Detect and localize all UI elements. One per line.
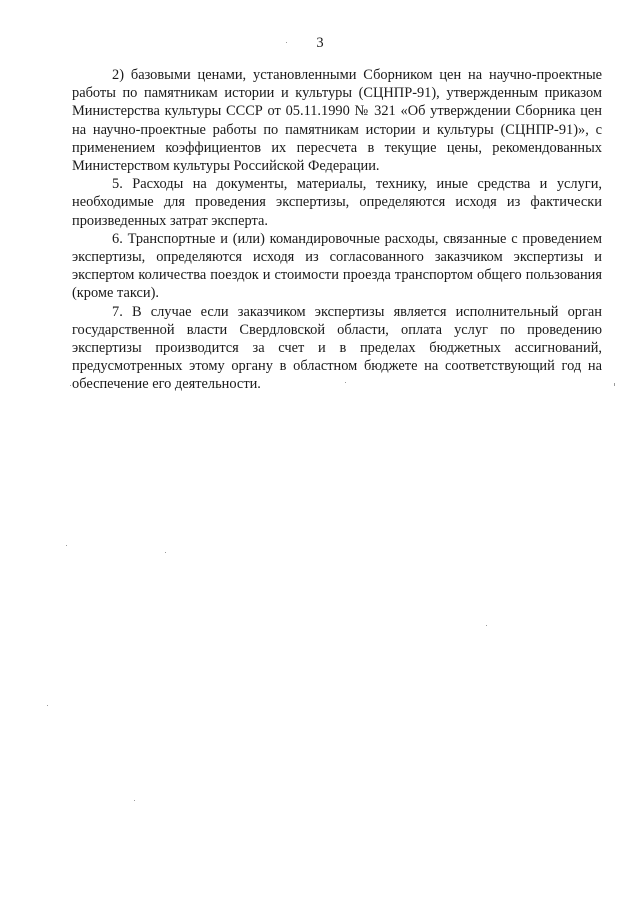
scan-speck [134, 800, 135, 801]
paragraph-item-7: 7. В случае если заказчиком экспертизы является исполнительный орган государственной власти Свердловской области, оплата услуг по проведению экспертизы производится за счет и в пределах бюджетных ассигнований, предусмотренных этому органу в областном бюджете на соответствующий год на обеспечение его деятельности. [72, 303, 602, 393]
page-number: 3 [316, 35, 324, 51]
scan-speck [614, 383, 615, 386]
document-body [72, 66, 602, 394]
paragraph-base-prices: 2) базовыми ценами, установленными Сборником цен на научно-проектные работы по памятникам истории и культуры (СЦНПР-91), утвержденным приказом Министерства культуры СССР от 05.11.1990 № 321 «Об утверждении Сборника цен на научно-проектные работы по памятникам истории и культуры (СЦНПР-91)», с применением коэффициентов их пересчета в текущие цены, рекомендованных Министерством культуры Российской Федерации. [72, 67, 602, 175]
scan-speck [345, 382, 346, 383]
paragraph-item-6: 6. Транспортные и (или) командировочные расходы, связанные с проведением экспертизы, определяются исходя из согласованного заказчиком экспертизы и экспертом количества поездок и стоимости проезда транспортом общего пользования (кроме такси). [72, 230, 602, 302]
scan-speck [47, 705, 48, 706]
scan-speck [486, 625, 487, 626]
scan-speck [286, 42, 287, 43]
paragraph-item-5: 5. Расходы на документы, материалы, технику, иные средства и услуги, необходимые для проведения экспертизы, определяются исходя из фактически произведенных затрат эксперта. [72, 176, 602, 229]
scan-speck [66, 545, 67, 546]
scan-speck [165, 552, 166, 553]
scan-speck [70, 385, 71, 386]
